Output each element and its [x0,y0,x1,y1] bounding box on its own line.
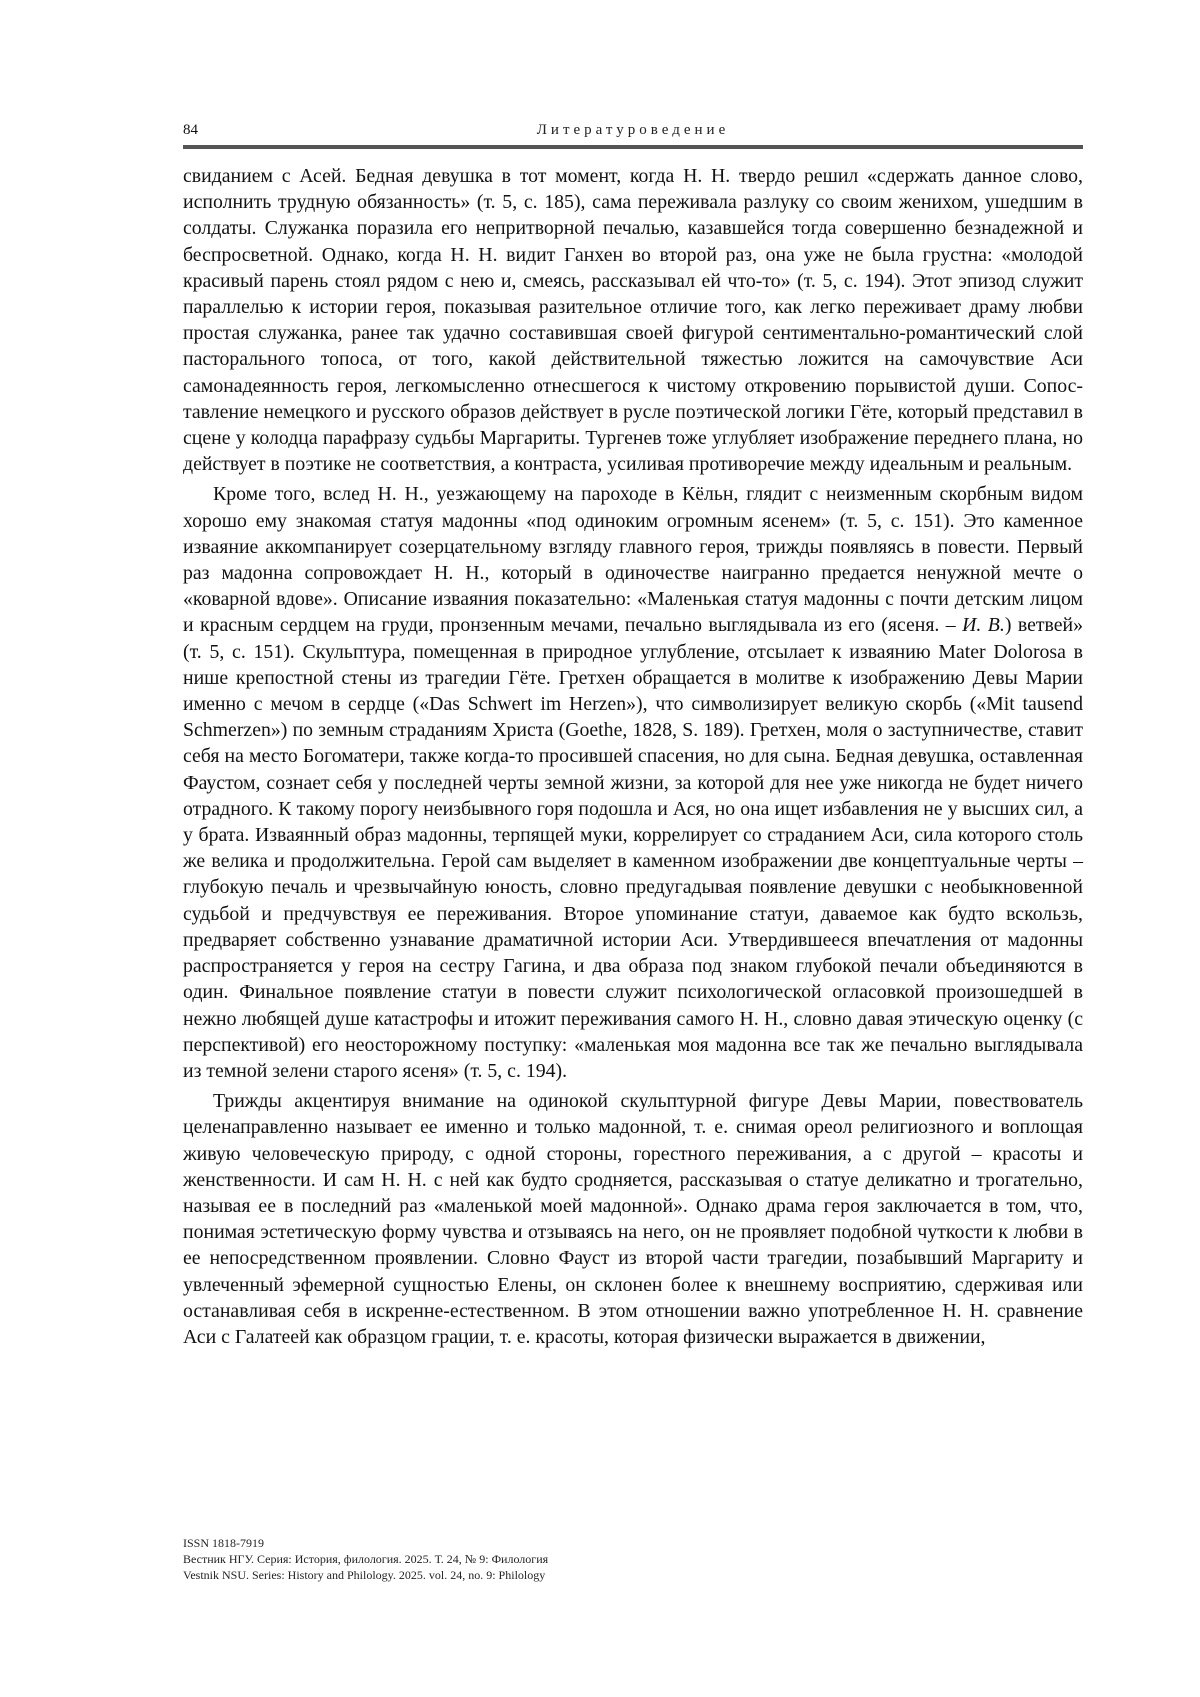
paragraph-2-part-1: Кроме того, вслед Н. Н., уезжающему на пароходе в Кёльн, глядит с неизменным скорбным видом хорошо ему знакомая статуя мадонны «под одиноким огромным ясенем» (т. 5, с. 151). Это каменное изваяние аккомпанирует созерцательному взгляду главного героя, трижды появляясь в повести. Первый раз мадонна сопровождает Н. Н., который в одиночестве наигранно предается ненужной мечте о «коварной вдове». Описание изваяния показательно: «Маленькая статуя мадонны с почти детским лицом и красным сердцем на груди, пронзенным мечами, печально выглядывала из его (ясеня. – [183,483,1083,637]
author-initials: И. В. [962,614,1005,637]
running-head [183,122,1083,144]
header-rule [183,145,1083,149]
issn: ISSN 1818-7919 [183,1536,265,1550]
section-title: Литературоведение [536,122,730,138]
journal-footer [183,1535,883,1583]
page-number: 84 [183,122,198,138]
article-body [183,163,1083,1350]
journal-title-ru: Вестник НГУ. Серия: История, филология. 2025. Т. 24, № 9: Филология [183,1552,549,1566]
paragraph-2-part-2: ) ветвей» (т. 5, с. 151). Скульптура, помещенная в природное углубление, отсылает к изваянию Mater Dolorosa в нише крепостной стены из трагедии Гёте. Гретхен обращается в молитве к изображению Девы Марии именно с мечом в сердце («Das Schwert im Herzen»), что символизирует великую скорбь («Mit tausend Schmerzen») по земным страданиям Христа (Goethe, 1828, S. 189). Гретхен, моля о заступничестве, ставит себя на место Богоматери, также когда-то просившей спасения, но для сына. Бедная девушка, оставленная Фаустом, сознает себя у последней черты земной жизни, за которой для нее уже никогда не будет ничего отрадного. К такому порогу неизбывного горя подошла и Ася, но она ищет избавления не у высших сил, а у брата. Изваянный образ мадонны, терпящей муки, коррелирует со страданием Аси, сила которого столь же велика и продолжительна. Герой сам выделяет в каменном изображении две концептуальные черты – глубокую печаль и чрезвычайную юность, словно предугадывая появление девушки с необыкновенной судьбой и предчувствуя ее переживания. Второе упоминание статуи, даваемое как будто вскользь, предваряет собственно узнавание драматичной истории Аси. Утвердившееся впечатления от мадонны распространяется у героя на сестру Гагина, и два образа под знаком глубокой печали объединяются в один. Финальное появление статуи в повести служит психологической огласовкой произошедшей в нежно любящей душе катастрофы и итожит переживания самого Н. Н., словно давая этическую оценку (с перспективой) его неосторожному поступку: «маленькая моя мадонна все так же печально выглядывала из темной зелени старого ясеня» (т. 5, с. 194). [183,614,1083,1082]
paragraph-2 [183,481,1083,1084]
journal-title-en: Vestnik NSU. Series: History and Philology. 2025. vol. 24, no. 9: Philology [183,1568,546,1582]
paragraph-1: свиданием с Асей. Бедная девушка в тот момент, когда Н. Н. твердо решил «сдержать данное слово, исполнить трудную обязанность» (т. 5, с. 185), сама переживала разлуку со своим женихом, ушедшим в солдаты. Служанка поразила его непритворной печалью, казавшейся тогда совершенно безнадежной и беспросветной. Однако, когда Н. Н. видит Ганхен во второй раз, она уже не была грустна: «молодой красивый парень стоял рядом с нею и, смеясь, рассказывал ей что-то» (т. 5, с. 194). Этот эпизод служит параллелью к истории героя, показывая разительное отличие того, как легко переживает драму любви простая служанка, ранее так удачно составившая своей фигурой сентиментально-романтический слой пасторального топоса, от того, какой действительной тяжестью ложится на самочувствие Аси самонадеянность героя, легкомысленно отнесшегося к чистому откровению порывистой души. Сопоставление немецкого и русского образов действует в русле поэтической логики Гёте, который представил в сцене у колодца парафразу судьбы Маргариты. Тургенев тоже углубляет изображение переднего плана, но действует в поэтике не соответствия, а контраста, усиливая противоречие между идеальным и реальным. [183,165,1083,476]
paragraph-3: Трижды акцентируя внимание на одинокой скульптурной фигуре Девы Марии, повествователь целенаправленно называет ее именно и только мадонной, т. е. снимая ореол религиозного и воплощая живую человеческую природу, с одной стороны, горестного переживания, а с другой – красоты и женственности. И сам Н. Н. с ней как будто сродняется, рассказывая о статуе деликатно и трогательно, называя ее в последний раз «маленькой моей мадонной». Однако драма героя заключается в том, что, понимая эстетическую форму чувства и отзываясь на него, он не проявляет подобной чуткости к любви в ее непосредственном проявлении. Словно Фауст из второй части трагедии, позабывший Маргариту и увлеченный эфемерной сущностью Елены, он склонен более к внешнему восприятию, сдерживая или останавливая себя в искренне-естественном. В этом отношении важно употребленное Н. Н. сравнение Аси с Галатеей как образцом грации, т. е. красоты, которая физически выражается в движении, [183,1090,1083,1348]
